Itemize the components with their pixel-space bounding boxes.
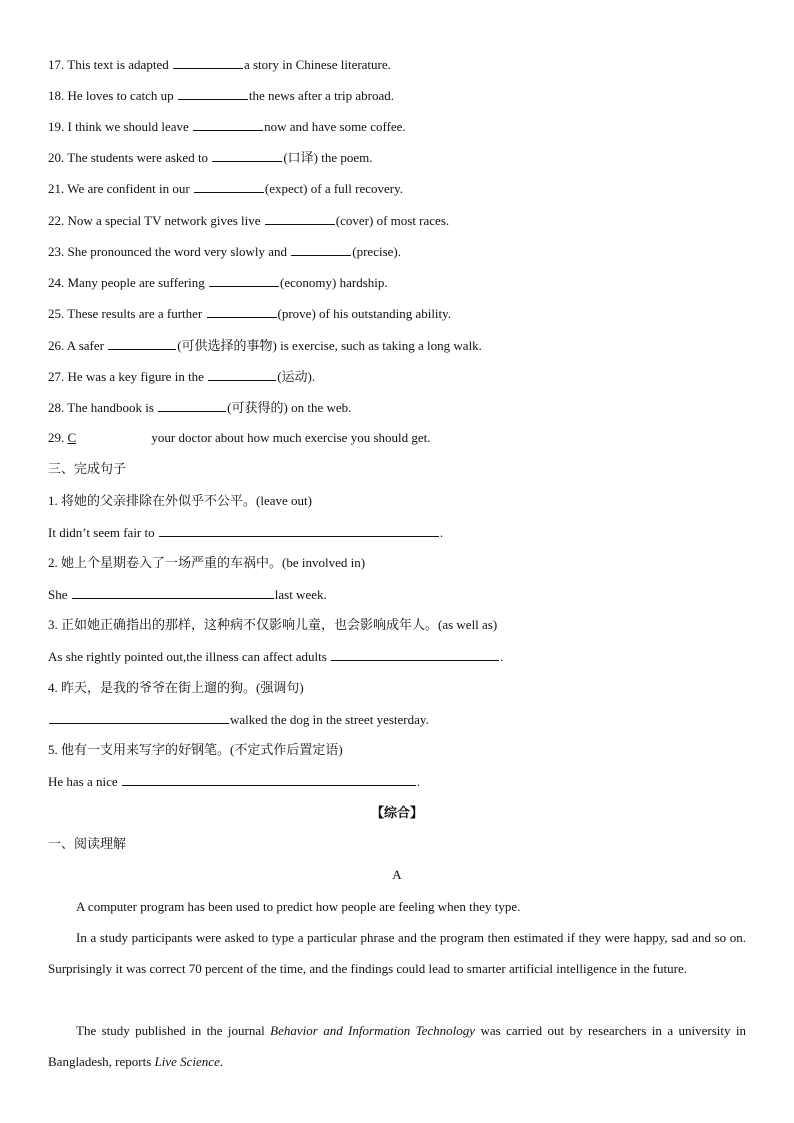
question-26: 26. A safer (可供选择的事物) is exercise, such as taking a long walk. [48,338,482,353]
question-22: 22. Now a special TV network gives live (cover) of most races. [48,213,450,228]
question-20: 20. The students were asked to (口译) the poem. [48,150,373,165]
answer-blank[interactable]: C [67,430,77,445]
passage-paragraph-2: In a study participants were asked to type a particular phrase and the program then estimated if they were happy, sad and so on. Surprisingly it was correct 70 percent of the time, and the findings could lead to smarter artificial intelligence in the future. [48,930,746,976]
question-21: 21. We are confident in our (expect) of a full recovery. [48,181,404,196]
answer-blank[interactable] [49,711,229,724]
question-29: 29. C your doctor about how much exercise you should get. [48,430,431,445]
passage-paragraph-1: A computer program has been used to predict how people are feeling when they type. [76,899,521,914]
question-18: 18. He loves to catch up the news after a trip abroad. [48,88,394,103]
sentence-2-prompt: 2. 她上个星期卷入了一场严重的车祸中。(be involved in) [48,555,366,570]
sentence-1-prompt: 1. 将她的父亲排除在外似乎不公平。(leave out) [48,493,312,508]
answer-blank[interactable] [209,274,279,287]
answer-blank[interactable] [108,337,176,350]
passage-label: A [392,867,402,882]
question-19: 19. I think we should leave now and have some coffee. [48,119,406,134]
answer-blank[interactable] [194,180,264,193]
answer-blank[interactable] [208,368,276,381]
answer-blank[interactable] [193,118,263,131]
answer-blank[interactable] [159,524,439,537]
section-title-reading: 一、阅读理解 [48,836,127,851]
sentence-5-answer: He has a nice . [48,774,421,789]
answer-blank[interactable] [331,648,499,661]
question-28: 28. The handbook is (可获得的) on the web. [48,400,352,415]
answer-blank[interactable] [178,87,248,100]
section-title-complete-sentences: 三、完成句子 [48,461,127,476]
question-17: 17. This text is adapted a story in Chinese literature. [48,57,391,72]
answer-blank[interactable] [212,149,282,162]
sentence-5-prompt: 5. 他有一支用来写字的好钢笔。(不定式作后置定语) [48,742,343,757]
journal-title: Behavior and Information Technology [270,1023,476,1038]
sentence-4-prompt: 4. 昨天，是我的爷爷在街上遛的狗。(强调句) [48,680,304,695]
sentence-1-answer: It didn’t seem fair to . [48,525,444,540]
answer-blank[interactable] [291,243,351,256]
comprehensive-heading: 【综合】 [370,805,423,820]
sentence-4-answer: walked the dog in the street yesterday. [48,711,429,728]
answer-blank[interactable] [207,305,277,318]
answer-blank[interactable] [173,56,243,69]
question-24: 24. Many people are suffering (economy) hardship. [48,275,388,290]
answer-blank[interactable] [158,399,226,412]
sentence-3-prompt: 3. 正如她正确指出的那样，这种病不仅影响儿童，也会影响成年人。(as well as) [48,617,498,632]
question-25: 25. These results are a further (prove) of his outstanding ability. [48,306,452,321]
question-27: 27. He was a key figure in the (运动). [48,369,316,384]
answer-blank[interactable] [122,773,416,786]
answer-blank[interactable] [265,212,335,225]
sentence-2-answer: She last week. [48,587,327,602]
question-23: 23. She pronounced the word very slowly and (precise). [48,244,401,259]
answer-blank[interactable] [72,586,274,599]
sentence-3-answer: As she rightly pointed out,the illness can affect adults . [48,649,504,664]
passage-paragraph-3: The study published in the journal Behavior and Information Technology was carried out by researchers in a university in Bangladesh, reports Live Science. [48,1023,746,1069]
source-name: Live Science [154,1054,220,1069]
